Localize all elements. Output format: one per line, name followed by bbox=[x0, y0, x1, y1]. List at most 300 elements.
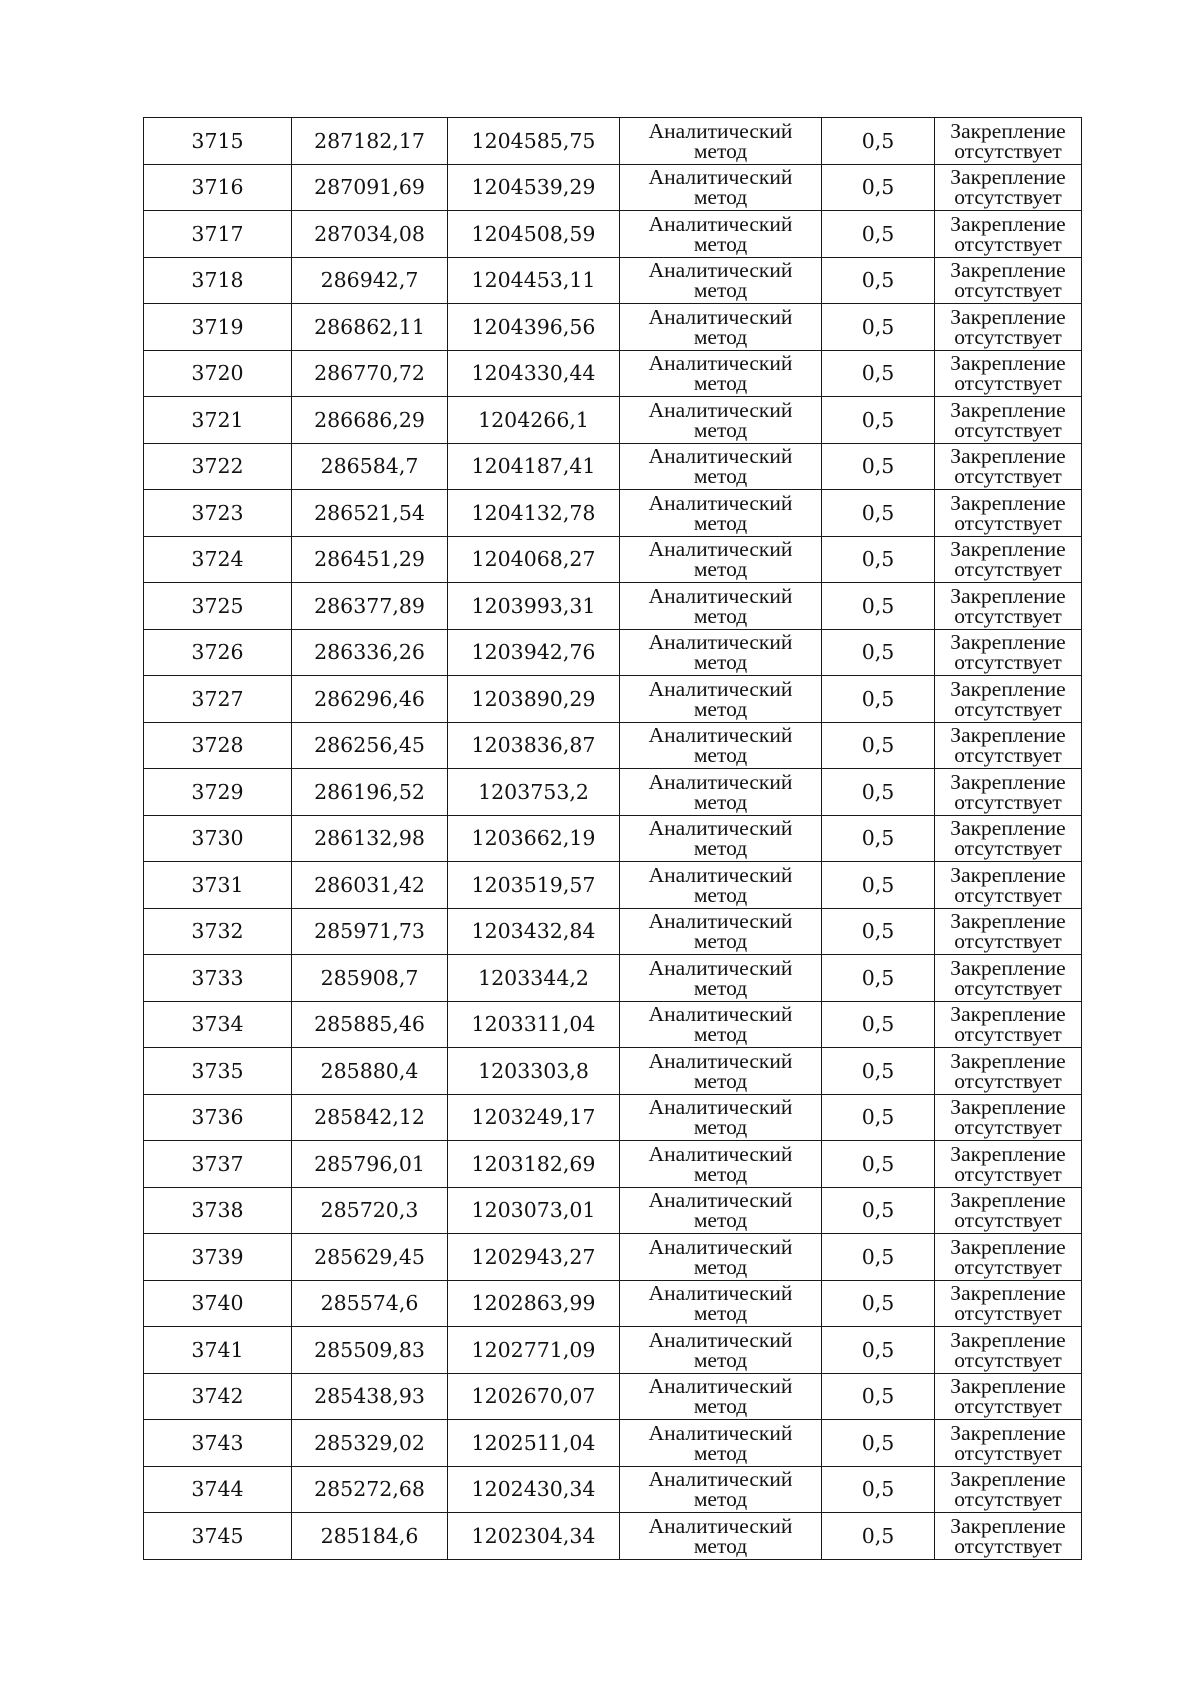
fixing-cell bbox=[935, 1466, 1082, 1513]
method-text-line-1: Аналитический bbox=[648, 1467, 793, 1492]
fixing-text-line-2: отсутствует bbox=[954, 185, 1062, 210]
y-coordinate-cell: 1204068,27 bbox=[448, 536, 620, 583]
fixing-text-line-1: Закрепление bbox=[950, 676, 1066, 701]
y-coordinate-cell: 1203942,76 bbox=[448, 629, 620, 676]
method-cell bbox=[620, 536, 822, 583]
method-text-line-2: метод bbox=[693, 138, 748, 163]
method-text-line-1: Аналитический bbox=[648, 397, 793, 422]
accuracy-cell: 0,5 bbox=[822, 164, 935, 211]
table-row bbox=[144, 583, 1082, 630]
method-cell bbox=[620, 257, 822, 304]
accuracy-cell: 0,5 bbox=[822, 583, 935, 630]
y-coordinate-cell: 1204266,1 bbox=[448, 397, 620, 444]
method-text-line-2: метод bbox=[693, 1347, 748, 1372]
method-cell bbox=[620, 722, 822, 769]
x-coordinate-cell: 287034,08 bbox=[292, 211, 448, 258]
method-text-line-1: Аналитический bbox=[648, 630, 793, 655]
x-coordinate-cell: 286942,7 bbox=[292, 257, 448, 304]
method-text-line-2: метод bbox=[693, 417, 748, 442]
method-cell bbox=[620, 1373, 822, 1420]
fixing-text-line-1: Закрепление bbox=[950, 258, 1066, 283]
fixing-text-line-2: отсутствует bbox=[954, 138, 1062, 163]
method-text-line-1: Аналитический bbox=[648, 1234, 793, 1259]
fixing-text-line-1: Закрепление bbox=[950, 1048, 1066, 1073]
method-text-line-2: метод bbox=[693, 557, 748, 582]
method-text-line-2: метод bbox=[693, 464, 748, 489]
point-number-cell: 3740 bbox=[144, 1280, 292, 1327]
method-cell bbox=[620, 1234, 822, 1281]
table-row bbox=[144, 1327, 1082, 1374]
method-cell bbox=[620, 583, 822, 630]
accuracy-cell: 0,5 bbox=[822, 676, 935, 723]
accuracy-cell: 0,5 bbox=[822, 722, 935, 769]
x-coordinate-cell: 286451,29 bbox=[292, 536, 448, 583]
method-text-line-2: метод bbox=[693, 696, 748, 721]
method-text-line-1: Аналитический bbox=[648, 955, 793, 980]
point-number-cell: 3722 bbox=[144, 443, 292, 490]
method-text-line-2: метод bbox=[693, 1068, 748, 1093]
fixing-text-line-2: отсутствует bbox=[954, 650, 1062, 675]
fixing-text-line-1: Закрепление bbox=[950, 304, 1066, 329]
method-cell bbox=[620, 443, 822, 490]
method-text-line-1: Аналитический bbox=[648, 211, 793, 236]
point-number-cell: 3731 bbox=[144, 862, 292, 909]
coordinates-table bbox=[143, 117, 1082, 1560]
accuracy-cell: 0,5 bbox=[822, 257, 935, 304]
accuracy-cell: 0,5 bbox=[822, 443, 935, 490]
method-text-line-1: Аналитический bbox=[648, 118, 793, 143]
fixing-cell bbox=[935, 490, 1082, 537]
x-coordinate-cell: 285885,46 bbox=[292, 1001, 448, 1048]
fixing-cell bbox=[935, 583, 1082, 630]
point-number-cell: 3728 bbox=[144, 722, 292, 769]
fixing-text-line-1: Закрепление bbox=[950, 862, 1066, 887]
y-coordinate-cell: 1203249,17 bbox=[448, 1094, 620, 1141]
fixing-text-line-2: отсутствует bbox=[954, 789, 1062, 814]
fixing-text-line-2: отсутствует bbox=[954, 1440, 1062, 1465]
accuracy-cell: 0,5 bbox=[822, 1094, 935, 1141]
table-row bbox=[144, 350, 1082, 397]
fixing-text-line-2: отсутствует bbox=[954, 417, 1062, 442]
table-row bbox=[144, 118, 1082, 165]
fixing-cell bbox=[935, 257, 1082, 304]
accuracy-cell: 0,5 bbox=[822, 955, 935, 1002]
accuracy-cell: 0,5 bbox=[822, 1373, 935, 1420]
point-number-cell: 3734 bbox=[144, 1001, 292, 1048]
fixing-text-line-1: Закрепление bbox=[950, 1281, 1066, 1306]
table-row bbox=[144, 769, 1082, 816]
table-row bbox=[144, 815, 1082, 862]
fixing-cell bbox=[935, 722, 1082, 769]
y-coordinate-cell: 1204396,56 bbox=[448, 304, 620, 351]
accuracy-cell: 0,5 bbox=[822, 1141, 935, 1188]
point-number-cell: 3715 bbox=[144, 118, 292, 165]
y-coordinate-cell: 1202511,04 bbox=[448, 1420, 620, 1467]
table-row bbox=[144, 1234, 1082, 1281]
x-coordinate-cell: 286256,45 bbox=[292, 722, 448, 769]
table-row bbox=[144, 490, 1082, 537]
point-number-cell: 3725 bbox=[144, 583, 292, 630]
fixing-text-line-1: Закрепление bbox=[950, 1467, 1066, 1492]
method-text-line-2: метод bbox=[693, 371, 748, 396]
table-row bbox=[144, 1141, 1082, 1188]
point-number-cell: 3732 bbox=[144, 908, 292, 955]
method-cell bbox=[620, 1420, 822, 1467]
fixing-cell bbox=[935, 304, 1082, 351]
fixing-text-line-1: Закрепление bbox=[950, 211, 1066, 236]
x-coordinate-cell: 285796,01 bbox=[292, 1141, 448, 1188]
y-coordinate-cell: 1204539,29 bbox=[448, 164, 620, 211]
accuracy-cell: 0,5 bbox=[822, 629, 935, 676]
fixing-text-line-1: Закрепление bbox=[950, 1374, 1066, 1399]
method-cell bbox=[620, 304, 822, 351]
y-coordinate-cell: 1202304,34 bbox=[448, 1513, 620, 1560]
x-coordinate-cell: 285971,73 bbox=[292, 908, 448, 955]
fixing-text-line-2: отсутствует bbox=[954, 464, 1062, 489]
y-coordinate-cell: 1203993,31 bbox=[448, 583, 620, 630]
point-number-cell: 3733 bbox=[144, 955, 292, 1002]
point-number-cell: 3717 bbox=[144, 211, 292, 258]
x-coordinate-cell: 285438,93 bbox=[292, 1373, 448, 1420]
method-cell bbox=[620, 1094, 822, 1141]
accuracy-cell: 0,5 bbox=[822, 118, 935, 165]
accuracy-cell: 0,5 bbox=[822, 536, 935, 583]
accuracy-cell: 0,5 bbox=[822, 1048, 935, 1095]
method-cell bbox=[620, 1141, 822, 1188]
method-cell bbox=[620, 862, 822, 909]
fixing-text-line-2: отсутствует bbox=[954, 557, 1062, 582]
point-number-cell: 3721 bbox=[144, 397, 292, 444]
fixing-text-line-1: Закрепление bbox=[950, 1234, 1066, 1259]
fixing-text-line-2: отсутствует bbox=[954, 1533, 1062, 1558]
x-coordinate-cell: 286132,98 bbox=[292, 815, 448, 862]
method-text-line-2: метод bbox=[693, 1161, 748, 1186]
fixing-text-line-2: отсутствует bbox=[954, 1115, 1062, 1140]
x-coordinate-cell: 286770,72 bbox=[292, 350, 448, 397]
table-row bbox=[144, 1001, 1082, 1048]
method-text-line-1: Аналитический bbox=[648, 1420, 793, 1445]
accuracy-cell: 0,5 bbox=[822, 211, 935, 258]
fixing-text-line-2: отсутствует bbox=[954, 882, 1062, 907]
table-row bbox=[144, 443, 1082, 490]
fixing-text-line-2: отсутствует bbox=[954, 1347, 1062, 1372]
y-coordinate-cell: 1204330,44 bbox=[448, 350, 620, 397]
method-text-line-1: Аналитический bbox=[648, 723, 793, 748]
table-row bbox=[144, 1373, 1082, 1420]
x-coordinate-cell: 286862,11 bbox=[292, 304, 448, 351]
method-text-line-2: метод bbox=[693, 510, 748, 535]
method-text-line-2: метод bbox=[693, 1301, 748, 1326]
x-coordinate-cell: 286336,26 bbox=[292, 629, 448, 676]
method-text-line-1: Аналитический bbox=[648, 1048, 793, 1073]
fixing-text-line-1: Закрепление bbox=[950, 1513, 1066, 1538]
fixing-text-line-1: Закрепление bbox=[950, 1188, 1066, 1213]
method-cell bbox=[620, 769, 822, 816]
method-text-line-2: метод bbox=[693, 975, 748, 1000]
y-coordinate-cell: 1202670,07 bbox=[448, 1373, 620, 1420]
y-coordinate-cell: 1203519,57 bbox=[448, 862, 620, 909]
fixing-text-line-2: отсутствует bbox=[954, 975, 1062, 1000]
table-row bbox=[144, 1048, 1082, 1095]
method-cell bbox=[620, 1327, 822, 1374]
point-number-cell: 3726 bbox=[144, 629, 292, 676]
fixing-cell bbox=[935, 1420, 1082, 1467]
point-number-cell: 3742 bbox=[144, 1373, 292, 1420]
fixing-text-line-1: Закрепление bbox=[950, 1002, 1066, 1027]
fixing-text-line-1: Закрепление bbox=[950, 955, 1066, 980]
fixing-cell bbox=[935, 1513, 1082, 1560]
table-row bbox=[144, 862, 1082, 909]
x-coordinate-cell: 287182,17 bbox=[292, 118, 448, 165]
point-number-cell: 3737 bbox=[144, 1141, 292, 1188]
table-row bbox=[144, 304, 1082, 351]
point-number-cell: 3727 bbox=[144, 676, 292, 723]
accuracy-cell: 0,5 bbox=[822, 1420, 935, 1467]
fixing-cell bbox=[935, 1327, 1082, 1374]
fixing-cell bbox=[935, 1001, 1082, 1048]
method-cell bbox=[620, 1466, 822, 1513]
accuracy-cell: 0,5 bbox=[822, 1280, 935, 1327]
point-number-cell: 3741 bbox=[144, 1327, 292, 1374]
table-row bbox=[144, 722, 1082, 769]
point-number-cell: 3716 bbox=[144, 164, 292, 211]
fixing-text-line-1: Закрепление bbox=[950, 397, 1066, 422]
fixing-text-line-1: Закрепление bbox=[950, 909, 1066, 934]
fixing-cell bbox=[935, 164, 1082, 211]
method-cell bbox=[620, 118, 822, 165]
accuracy-cell: 0,5 bbox=[822, 1001, 935, 1048]
method-text-line-1: Аналитический bbox=[648, 583, 793, 608]
method-text-line-2: метод bbox=[693, 929, 748, 954]
method-text-line-2: метод bbox=[693, 185, 748, 210]
table-row bbox=[144, 1466, 1082, 1513]
method-cell bbox=[620, 350, 822, 397]
fixing-text-line-1: Закрепление bbox=[950, 1420, 1066, 1445]
point-number-cell: 3744 bbox=[144, 1466, 292, 1513]
fixing-text-line-1: Закрепление bbox=[950, 490, 1066, 515]
accuracy-cell: 0,5 bbox=[822, 1234, 935, 1281]
x-coordinate-cell: 285842,12 bbox=[292, 1094, 448, 1141]
point-number-cell: 3736 bbox=[144, 1094, 292, 1141]
method-text-line-2: метод bbox=[693, 882, 748, 907]
method-cell bbox=[620, 1048, 822, 1095]
fixing-cell bbox=[935, 815, 1082, 862]
table-row bbox=[144, 908, 1082, 955]
method-cell bbox=[620, 1513, 822, 1560]
fixing-text-line-2: отсутствует bbox=[954, 1208, 1062, 1233]
fixing-text-line-2: отсутствует bbox=[954, 1301, 1062, 1326]
table-row bbox=[144, 676, 1082, 723]
y-coordinate-cell: 1202771,09 bbox=[448, 1327, 620, 1374]
accuracy-cell: 0,5 bbox=[822, 1327, 935, 1374]
fixing-cell bbox=[935, 443, 1082, 490]
fixing-text-line-2: отсутствует bbox=[954, 1161, 1062, 1186]
point-number-cell: 3719 bbox=[144, 304, 292, 351]
table-row bbox=[144, 1187, 1082, 1234]
fixing-cell bbox=[935, 350, 1082, 397]
method-text-line-1: Аналитический bbox=[648, 165, 793, 190]
point-number-cell: 3738 bbox=[144, 1187, 292, 1234]
method-text-line-1: Аналитический bbox=[648, 1188, 793, 1213]
method-text-line-2: метод bbox=[693, 1394, 748, 1419]
table-row bbox=[144, 1513, 1082, 1560]
fixing-cell bbox=[935, 1141, 1082, 1188]
method-text-line-1: Аналитический bbox=[648, 1141, 793, 1166]
y-coordinate-cell: 1203303,8 bbox=[448, 1048, 620, 1095]
fixing-text-line-2: отсутствует bbox=[954, 278, 1062, 303]
y-coordinate-cell: 1203311,04 bbox=[448, 1001, 620, 1048]
x-coordinate-cell: 285184,6 bbox=[292, 1513, 448, 1560]
x-coordinate-cell: 285720,3 bbox=[292, 1187, 448, 1234]
point-number-cell: 3720 bbox=[144, 350, 292, 397]
method-text-line-1: Аналитический bbox=[648, 862, 793, 887]
fixing-text-line-2: отсутствует bbox=[954, 1254, 1062, 1279]
fixing-text-line-1: Закрепление bbox=[950, 1095, 1066, 1120]
fixing-text-line-1: Закрепление bbox=[950, 165, 1066, 190]
fixing-text-line-1: Закрепление bbox=[950, 351, 1066, 376]
fixing-cell bbox=[935, 1048, 1082, 1095]
method-text-line-1: Аналитический bbox=[648, 444, 793, 469]
accuracy-cell: 0,5 bbox=[822, 350, 935, 397]
fixing-text-line-2: отсутствует bbox=[954, 324, 1062, 349]
point-number-cell: 3724 bbox=[144, 536, 292, 583]
fixing-text-line-2: отсутствует bbox=[954, 1394, 1062, 1419]
fixing-text-line-1: Закрепление bbox=[950, 118, 1066, 143]
method-text-line-2: метод bbox=[693, 836, 748, 861]
fixing-text-line-1: Закрепление bbox=[950, 444, 1066, 469]
point-number-cell: 3743 bbox=[144, 1420, 292, 1467]
fixing-cell bbox=[935, 1234, 1082, 1281]
method-text-line-1: Аналитический bbox=[648, 1513, 793, 1538]
y-coordinate-cell: 1202943,27 bbox=[448, 1234, 620, 1281]
method-text-line-1: Аналитический bbox=[648, 1327, 793, 1352]
method-text-line-2: метод bbox=[693, 789, 748, 814]
method-cell bbox=[620, 629, 822, 676]
accuracy-cell: 0,5 bbox=[822, 1466, 935, 1513]
method-text-line-2: метод bbox=[693, 1254, 748, 1279]
y-coordinate-cell: 1202430,34 bbox=[448, 1466, 620, 1513]
fixing-cell bbox=[935, 908, 1082, 955]
method-cell bbox=[620, 815, 822, 862]
point-number-cell: 3730 bbox=[144, 815, 292, 862]
accuracy-cell: 0,5 bbox=[822, 1187, 935, 1234]
fixing-text-line-2: отсутствует bbox=[954, 836, 1062, 861]
fixing-text-line-2: отсутствует bbox=[954, 696, 1062, 721]
y-coordinate-cell: 1203182,69 bbox=[448, 1141, 620, 1188]
method-text-line-1: Аналитический bbox=[648, 909, 793, 934]
method-text-line-2: метод bbox=[693, 603, 748, 628]
y-coordinate-cell: 1203836,87 bbox=[448, 722, 620, 769]
method-cell bbox=[620, 397, 822, 444]
fixing-cell bbox=[935, 1094, 1082, 1141]
x-coordinate-cell: 287091,69 bbox=[292, 164, 448, 211]
fixing-cell bbox=[935, 536, 1082, 583]
table-row bbox=[144, 1280, 1082, 1327]
fixing-cell bbox=[935, 1280, 1082, 1327]
accuracy-cell: 0,5 bbox=[822, 815, 935, 862]
method-text-line-1: Аналитический bbox=[648, 1095, 793, 1120]
x-coordinate-cell: 285629,45 bbox=[292, 1234, 448, 1281]
method-cell bbox=[620, 490, 822, 537]
fixing-text-line-2: отсутствует bbox=[954, 603, 1062, 628]
fixing-cell bbox=[935, 118, 1082, 165]
accuracy-cell: 0,5 bbox=[822, 397, 935, 444]
x-coordinate-cell: 285272,68 bbox=[292, 1466, 448, 1513]
method-cell bbox=[620, 211, 822, 258]
x-coordinate-cell: 286584,7 bbox=[292, 443, 448, 490]
fixing-cell bbox=[935, 1187, 1082, 1234]
fixing-text-line-1: Закрепление bbox=[950, 769, 1066, 794]
point-number-cell: 3745 bbox=[144, 1513, 292, 1560]
method-text-line-2: метод bbox=[693, 743, 748, 768]
y-coordinate-cell: 1202863,99 bbox=[448, 1280, 620, 1327]
y-coordinate-cell: 1204132,78 bbox=[448, 490, 620, 537]
y-coordinate-cell: 1203073,01 bbox=[448, 1187, 620, 1234]
x-coordinate-cell: 285574,6 bbox=[292, 1280, 448, 1327]
y-coordinate-cell: 1204187,41 bbox=[448, 443, 620, 490]
method-text-line-1: Аналитический bbox=[648, 816, 793, 841]
table-row bbox=[144, 629, 1082, 676]
method-text-line-2: метод bbox=[693, 1208, 748, 1233]
table-row bbox=[144, 955, 1082, 1002]
method-text-line-2: метод bbox=[693, 324, 748, 349]
x-coordinate-cell: 286377,89 bbox=[292, 583, 448, 630]
x-coordinate-cell: 286686,29 bbox=[292, 397, 448, 444]
y-coordinate-cell: 1204585,75 bbox=[448, 118, 620, 165]
method-cell bbox=[620, 1001, 822, 1048]
accuracy-cell: 0,5 bbox=[822, 490, 935, 537]
method-text-line-1: Аналитический bbox=[648, 676, 793, 701]
method-cell bbox=[620, 955, 822, 1002]
fixing-text-line-1: Закрепление bbox=[950, 723, 1066, 748]
method-text-line-2: метод bbox=[693, 231, 748, 256]
y-coordinate-cell: 1203753,2 bbox=[448, 769, 620, 816]
accuracy-cell: 0,5 bbox=[822, 862, 935, 909]
point-number-cell: 3723 bbox=[144, 490, 292, 537]
table-body bbox=[144, 118, 1082, 1560]
table-row bbox=[144, 1094, 1082, 1141]
method-cell bbox=[620, 1187, 822, 1234]
method-text-line-1: Аналитический bbox=[648, 351, 793, 376]
x-coordinate-cell: 285509,83 bbox=[292, 1327, 448, 1374]
method-text-line-1: Аналитический bbox=[648, 258, 793, 283]
y-coordinate-cell: 1203662,19 bbox=[448, 815, 620, 862]
y-coordinate-cell: 1204508,59 bbox=[448, 211, 620, 258]
point-number-cell: 3735 bbox=[144, 1048, 292, 1095]
fixing-cell bbox=[935, 629, 1082, 676]
fixing-cell bbox=[935, 955, 1082, 1002]
fixing-cell bbox=[935, 211, 1082, 258]
table-row bbox=[144, 536, 1082, 583]
method-cell bbox=[620, 676, 822, 723]
fixing-text-line-1: Закрепление bbox=[950, 583, 1066, 608]
fixing-text-line-2: отсутствует bbox=[954, 510, 1062, 535]
x-coordinate-cell: 286296,46 bbox=[292, 676, 448, 723]
table-row bbox=[144, 1420, 1082, 1467]
method-text-line-2: метод bbox=[693, 1022, 748, 1047]
fixing-cell bbox=[935, 769, 1082, 816]
method-text-line-2: метод bbox=[693, 1115, 748, 1140]
method-text-line-1: Аналитический bbox=[648, 537, 793, 562]
accuracy-cell: 0,5 bbox=[822, 304, 935, 351]
fixing-text-line-1: Закрепление bbox=[950, 630, 1066, 655]
fixing-text-line-1: Закрепление bbox=[950, 1141, 1066, 1166]
fixing-text-line-1: Закрепление bbox=[950, 816, 1066, 841]
table-row bbox=[144, 211, 1082, 258]
method-text-line-1: Аналитический bbox=[648, 1281, 793, 1306]
fixing-text-line-2: отсутствует bbox=[954, 231, 1062, 256]
method-text-line-2: метод bbox=[693, 650, 748, 675]
